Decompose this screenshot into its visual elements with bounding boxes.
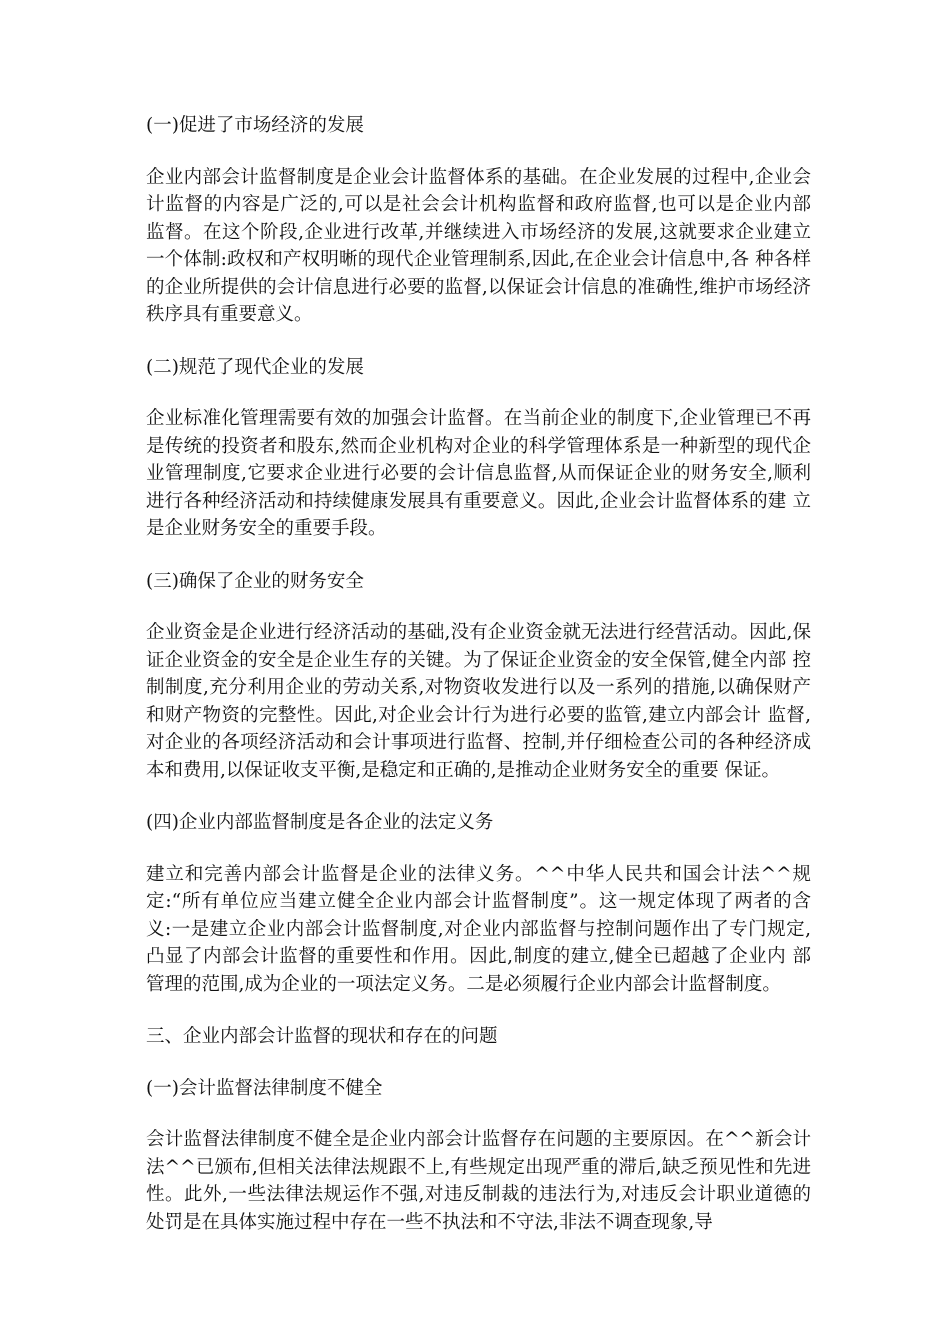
chapter-heading: 三、企业内部会计监督的现状和存在的问题 — [146, 1026, 498, 1047]
document-body — [146, 112, 811, 1236]
section-paragraph-3: 企业资金是企业进行经济活动的基础,没有企业资金就无法进行经营活动。因此,保证企业资金的安全是企业生存的关键。为了保证企业资金的安全保管,健全内部 控制制度,充分利用企业的劳动关系,对物资收发进行以及一系列的措施,以确保财产和财产物资的完整性。因此,对企业会计行为进行必要的监管,建立内部会计 监督,对企业的各项经济活动和会计事项进行监督、控制,并仔细检查公司的各种经济成本和费用,以保证收支平衡,是稳定和正确的,是推动企业财务安全的重要 保证。 — [146, 622, 811, 781]
section-paragraph-1: 企业内部会计监督制度是企业会计监督体系的基础。在企业发展的过程中,企业会计监督的内容是广泛的,可以是社会会计机构监督和政府监督,也可以是企业内部 监督。在这个阶段,企业进行改革,并继续进入市场经济的发展,这就要求企业建立一个体制:政权和产权明晰的现代企业管理制系,因此,在企业会计信息中,各 种各样的企业所提供的会计信息进行必要的监督,以保证会计信息的准确性,维护市场经济秩序具有重要意义。 — [146, 166, 811, 325]
section-heading-2: (二)规范了现代企业的发展 — [146, 356, 364, 378]
sub-heading: (一)会计监督法律制度不健全 — [146, 1077, 383, 1099]
section-heading-3: (三)确保了企业的财务安全 — [146, 570, 364, 592]
section-paragraph-4: 建立和完善内部会计监督是企业的法律义务。^^中华人民共和国会计法^^规定:“所有单位应当建立健全企业内部会计监督制度”。这一规定体现了两者的含 义:一是建立企业内部会计监督制度,对企业内部监督与控制问题作出了专门规定,凸显了内部会计监督的重要性和作用。因此,制度的建立,健全已超越了企业内 部管理的范围,成为企业的一项法定义务。二是必须履行企业内部会计监督制度。 — [146, 863, 811, 995]
section-heading-4: (四)企业内部监督制度是各企业的法定义务 — [146, 812, 494, 833]
last-paragraph: 会计监督法律制度不健全是企业内部会计监督存在问题的主要原因。在^^新会计法^^已颁布,但相关法律法规跟不上,有些规定出现严重的滞后,缺乏预见性和先进性。此外,一些法律法规运作不强,对违反制裁的违法行为,对违反会计职业道德的处罚是在具体实施过程中存在一些不执法和不守法,非法不调查现象,导 — [146, 1129, 811, 1233]
section-paragraph-2: 企业标准化管理需要有效的加强会计监督。在当前企业的制度下,企业管理已不再是传统的投资者和股东,然而企业机构对企业的科学管理体系是一种新型的现代企 业管理制度,它要求企业进行必要的会计信息监督,从而保证企业的财务安全,顺利进行各种经济活动和持续健康发展具有重要意义。因此,企业会计监督体系的建 立是企业财务安全的重要手段。 — [146, 408, 811, 539]
section-heading-1: (一)促进了市场经济的发展 — [146, 115, 364, 136]
